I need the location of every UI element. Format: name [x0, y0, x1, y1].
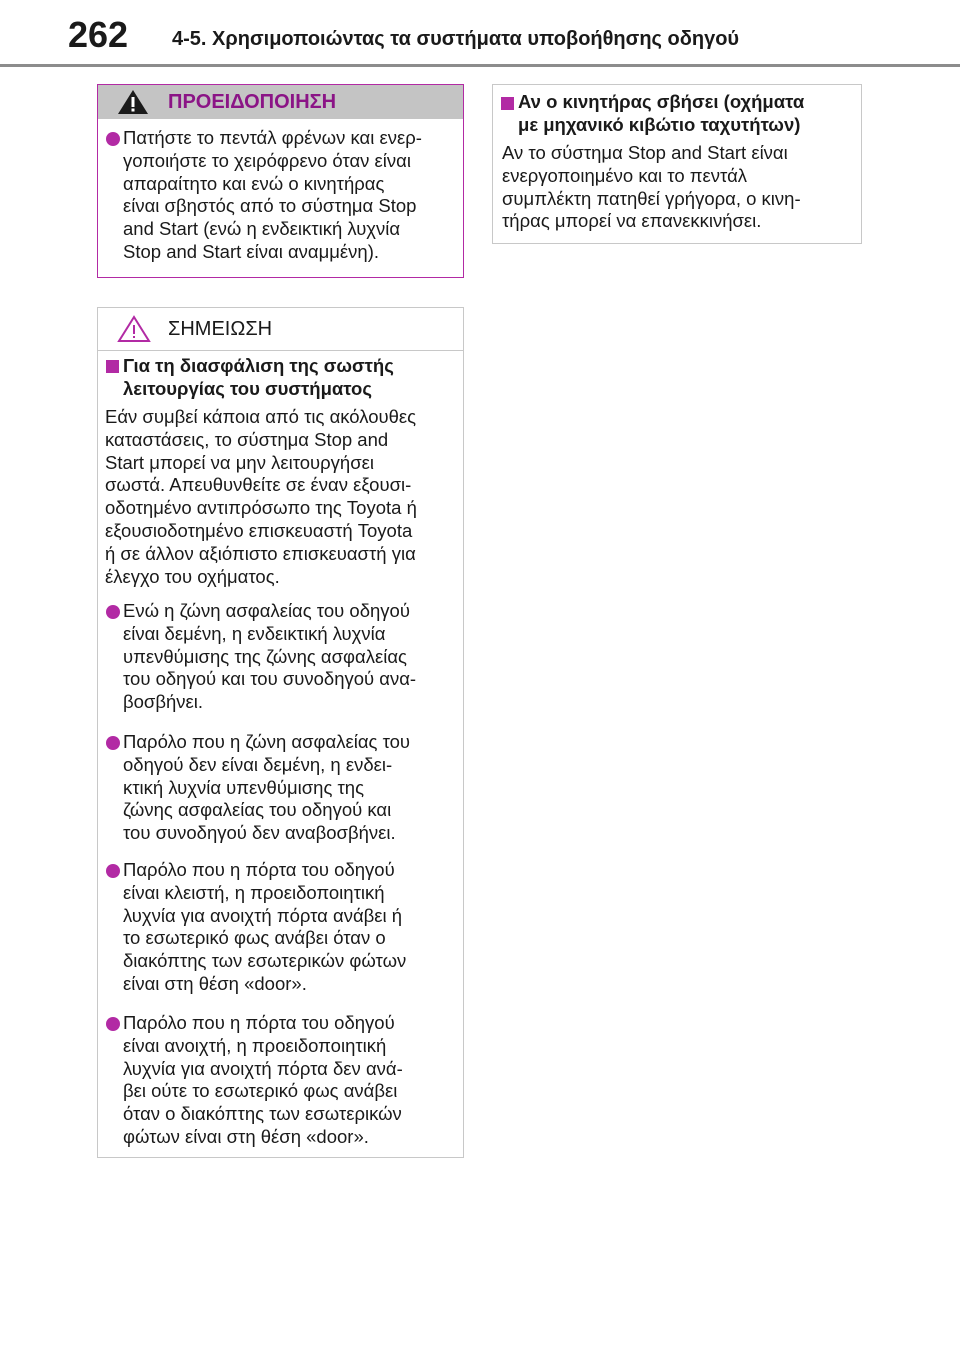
- chapter-title: 4-5. Χρησιμοποιώντας τα συστήματα υποβοήθησης οδηγού: [172, 28, 740, 50]
- warning-title: ΠΡΟΕΙΔΟΠΟΙΗΣΗ: [168, 91, 337, 113]
- note-header: [98, 308, 463, 351]
- warning-header: [98, 85, 463, 119]
- warning-triangle-icon: [116, 88, 150, 121]
- info-box-heading: Αν ο κινητήρας σβήσει (οχήματα με μηχανικό κιβώτιο ταχυτήτων): [518, 91, 805, 135]
- note-section-heading: Για τη διασφάλιση της σωστής λειτουργίας του συστήματος: [123, 355, 394, 399]
- section-square-bullet: [501, 97, 514, 110]
- bullet-dot: [106, 132, 120, 146]
- section-square-bullet: [106, 360, 119, 373]
- warning-text: Πατήστε το πεντάλ φρένων και ενερ- γοποιήστε το χειρόφρενο όταν είναι απαραίτητο και ενώ ο κινητήρας είναι σβηστός από το σύστημα Stop and Start (ενώ η ενδεικτική λυχνία Stop and Start είναι αναμμένη).: [123, 127, 422, 262]
- bullet-dot: [106, 1017, 120, 1031]
- header-divider: [0, 64, 960, 67]
- bullet-dot: [106, 605, 120, 619]
- page-number: 262: [68, 14, 129, 55]
- info-box-manual-transmission: [492, 84, 862, 244]
- note-item: Παρόλο που η ζώνη ασφαλείας του οδηγού δεν είναι δεμένη, η ενδει- κτική λυχνία υπενθύμισης της ζώνης ασφαλείας του οδηγού και του συνοδηγού δεν αναβοσβήνει.: [123, 731, 411, 844]
- page-header: [0, 0, 960, 66]
- note-item: Παρόλο που η πόρτα του οδηγού είναι ανοιχτή, η προειδοποιητική λυχνία για ανοιχτή πόρτα δεν ανά- βει ούτε το εσωτερικό φως ανάβει όταν ο διακόπτης των εσωτερικών φώτων είναι στη θέση «door».: [123, 1012, 403, 1147]
- bullet-dot: [106, 864, 120, 878]
- note-title: ΣΗΜΕΙΩΣΗ: [168, 318, 273, 340]
- note-box: [97, 307, 464, 1158]
- warning-box: [97, 84, 464, 278]
- info-box-body: Αν το σύστημα Stop and Start είναι ενεργοποιημένο και το πεντάλ συμπλέκτη πατηθεί γρήγορα, ο κινη- τήρας μπορεί να επανεκκινήσει.: [502, 142, 801, 232]
- note-item: Παρόλο που η πόρτα του οδηγού είναι κλειστή, η προειδοποιητική λυχνία για ανοιχτή πόρτα ανάβει ή το εσωτερικό φως ανάβει όταν ο διακόπτης των εσωτερικών φώτων είναι στη θέση «door».: [123, 859, 407, 994]
- bullet-dot: [106, 736, 120, 750]
- note-section-body: Εάν συμβεί κάποια από τις ακόλουθες καταστάσεις, το σύστημα Stop and Start μπορεί να μην λειτουργήσει σωστά. Απευθυνθείτε σε έναν εξουσι- οδοτημένο αντιπρόσωπο της Toyota ή εξουσιοδοτημένο επισκευαστή Toyota ή σε άλλον αξιόπιστο επισκευαστή για έλεγχο του οχήματος.: [105, 406, 417, 587]
- note-item: Ενώ η ζώνη ασφαλείας του οδηγού είναι δεμένη, η ενδεικτική λυχνία υπενθύμισης της ζώνης ασφαλείας του οδηγού και του συνοδηγού ανα- βοσβήνει.: [123, 600, 417, 713]
- note-triangle-icon: [116, 314, 152, 349]
